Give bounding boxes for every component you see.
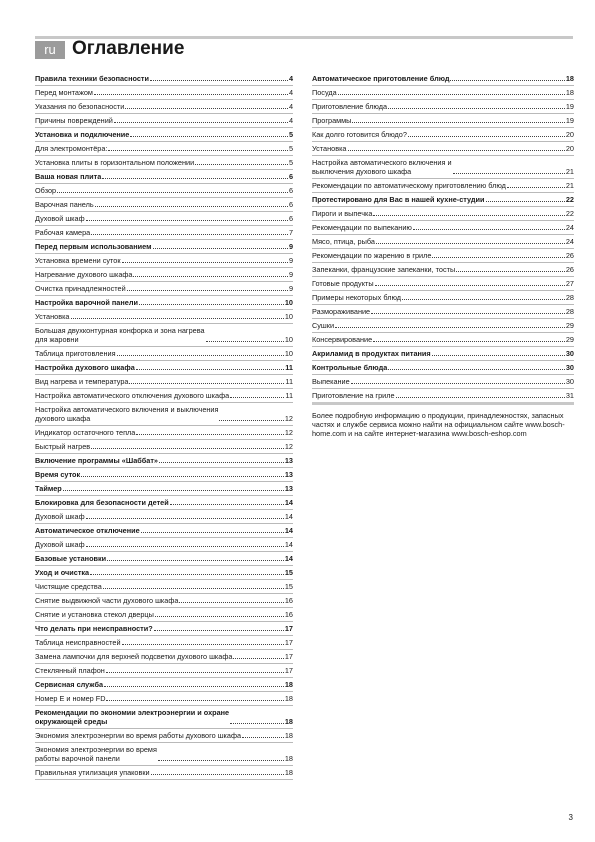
toc-leader-dots	[242, 737, 284, 738]
toc-leader-dots	[338, 94, 565, 95]
toc-leader-dots	[117, 355, 284, 356]
toc-page-number: 6	[288, 200, 293, 209]
toc-leader-dots	[179, 602, 283, 603]
toc-page-number: 5	[288, 130, 293, 139]
toc-leader-dots	[86, 518, 284, 519]
toc-page-number: 5	[288, 158, 293, 167]
toc-entry[interactable]	[35, 86, 293, 100]
toc-entry-title: Перед первым использованием	[35, 242, 152, 251]
toc-entry-title: Автоматическое отключение	[35, 526, 140, 535]
toc-page-number: 4	[288, 116, 293, 125]
toc-leader-dots	[122, 262, 288, 263]
toc-leader-dots	[102, 178, 288, 179]
toc-page-number: 13	[284, 470, 293, 479]
toc-page-number: 30	[565, 377, 574, 386]
toc-entry[interactable]	[312, 319, 574, 333]
toc-page-number: 12	[284, 442, 293, 451]
toc-entry-title: Запеканки, французские запеканки, тосты	[312, 265, 456, 274]
toc-entry-title: Мясо, птица, рыба	[312, 237, 375, 246]
toc-entry[interactable]	[312, 249, 574, 263]
toc-leader-dots	[155, 616, 284, 617]
toc-leader-dots	[57, 192, 288, 193]
toc-entry[interactable]	[35, 729, 293, 743]
toc-entry[interactable]	[312, 263, 574, 277]
toc-page-number: 15	[284, 582, 293, 591]
toc-entry-title: Примеры некоторых блюд	[312, 293, 402, 302]
toc-page-number: 10	[284, 349, 293, 358]
toc-entry-title: Духовой шкаф	[35, 512, 85, 521]
toc-page-number: 27	[565, 279, 574, 288]
toc-leader-dots	[153, 248, 288, 249]
toc-leader-dots	[90, 574, 284, 575]
toc-section-entry[interactable]	[35, 496, 293, 510]
toc-entry-title: Установка плиты в горизонтальном положении	[35, 158, 195, 167]
toc-leader-dots	[104, 686, 284, 687]
toc-leader-dots	[114, 122, 288, 123]
toc-entry[interactable]	[35, 212, 293, 226]
toc-section-entry[interactable]	[35, 706, 293, 729]
toc-page-number: 4	[288, 88, 293, 97]
toc-entry-title: Экономия электроэнергии во время работы духового шкафа	[35, 731, 242, 740]
toc-page-number: 17	[284, 624, 293, 633]
toc-leader-dots	[139, 304, 284, 305]
toc-entry[interactable]	[312, 389, 574, 403]
toc-page-number: 14	[284, 540, 293, 549]
toc-page-number: 10	[284, 298, 293, 307]
toc-page-number: 13	[284, 484, 293, 493]
toc-section-entry[interactable]	[35, 361, 293, 375]
toc-page-number: 30	[565, 363, 574, 372]
toc-leader-dots	[396, 397, 565, 398]
toc-leader-dots	[95, 206, 288, 207]
language-badge: ru	[35, 41, 65, 59]
toc-page-number: 11	[285, 363, 293, 372]
toc-leader-dots	[150, 80, 288, 81]
toc-entry[interactable]	[35, 440, 293, 454]
toc-entry[interactable]	[35, 636, 293, 650]
toc-leader-dots	[432, 257, 564, 258]
toc-page-number: 19	[565, 116, 574, 125]
toc-page-number: 18	[284, 731, 293, 740]
toc-entry[interactable]	[35, 282, 293, 296]
toc-leader-dots	[195, 164, 288, 165]
toc-entry-title: Рекомендации по выпеканию	[312, 223, 412, 232]
toc-leader-dots	[388, 108, 565, 109]
toc-entry-title: Пироги и выпечка	[312, 209, 373, 218]
toc-entry[interactable]	[35, 142, 293, 156]
toc-entry-title: Приготовление на гриле	[312, 391, 395, 400]
toc-entry-title: Варочная панель	[35, 200, 94, 209]
toc-page-number: 28	[565, 307, 574, 316]
toc-page-number: 26	[565, 251, 574, 260]
toc-entry-title: Выпекание	[312, 377, 350, 386]
toc-entry-title: Размораживание	[312, 307, 371, 316]
toc-page-number: 9	[288, 270, 293, 279]
toc-entry-title: Посуда	[312, 88, 337, 97]
toc-entry-title: Таймер	[35, 484, 62, 493]
toc-section-entry[interactable]	[35, 678, 293, 692]
toc-leader-dots	[106, 672, 284, 673]
toc-section-entry[interactable]	[35, 622, 293, 636]
toc-entry[interactable]	[312, 333, 574, 347]
toc-page-number: 9	[288, 256, 293, 265]
toc-page-number: 17	[284, 652, 293, 661]
toc-entry-title: Для электромонтёра:	[35, 144, 108, 153]
toc-page-number: 18	[284, 768, 293, 777]
toc-entry[interactable]	[312, 375, 574, 389]
toc-leader-dots	[388, 369, 565, 370]
toc-entry-title: Очистка принадлежностей	[35, 284, 126, 293]
toc-entry-title: Приготовление блюда	[312, 102, 388, 111]
toc-entry[interactable]	[35, 664, 293, 678]
toc-entry-title: Рекомендации по жарению в гриле	[312, 251, 432, 260]
toc-right-column	[312, 72, 574, 403]
toc-leader-dots	[158, 760, 284, 761]
toc-leader-dots	[351, 383, 565, 384]
toc-leader-dots	[233, 658, 283, 659]
toc-entry-title: Чистящие средства	[35, 582, 102, 591]
toc-entry[interactable]	[35, 426, 293, 440]
toc-page-number: 9	[288, 284, 293, 293]
toc-page-number: 21	[565, 181, 574, 190]
toc-entry-title: Настройка варочной панели	[35, 298, 138, 307]
toc-entry-title: Как долго готовится блюдо?	[312, 130, 407, 139]
toc-leader-dots	[507, 187, 565, 188]
toc-leader-dots	[86, 220, 288, 221]
toc-page-number: 30	[565, 349, 574, 358]
toc-entry[interactable]	[35, 254, 293, 268]
toc-leader-dots	[371, 313, 565, 314]
toc-entry[interactable]	[35, 310, 293, 324]
toc-left-column	[35, 72, 293, 780]
toc-entry[interactable]	[35, 743, 293, 766]
toc-page-number: 13	[284, 456, 293, 465]
toc-page-number: 10	[284, 335, 293, 344]
toc-entry-title: Номер E и номер FD	[35, 694, 106, 703]
toc-entry-title: Сервисная служба	[35, 680, 104, 689]
toc-leader-dots	[141, 532, 284, 533]
toc-leader-dots	[159, 462, 284, 463]
toc-page-number: 14	[284, 498, 293, 507]
toc-entry-title: Установка времени суток	[35, 256, 121, 265]
toc-entry-title: Ваша новая плита	[35, 172, 102, 181]
info-note	[312, 402, 574, 438]
toc-leader-dots	[170, 504, 284, 505]
toc-entry-title: Духовой шкаф	[35, 214, 85, 223]
toc-page-number: 11	[285, 391, 293, 400]
toc-section-entry[interactable]	[35, 566, 293, 580]
toc-entry[interactable]	[35, 580, 293, 594]
toc-page-number: 17	[284, 638, 293, 647]
toc-entry-title: Включение программы «Шаббат»	[35, 456, 158, 465]
toc-page-number: 22	[565, 209, 574, 218]
toc-entry[interactable]	[35, 403, 293, 426]
toc-leader-dots	[133, 276, 287, 277]
toc-page-number: 5	[288, 144, 293, 153]
toc-entry[interactable]	[35, 692, 293, 706]
toc-entry[interactable]	[35, 100, 293, 114]
toc-page-number: 28	[565, 293, 574, 302]
toc-entry-title: Снятие и установка стекол дверцы	[35, 610, 154, 619]
toc-entry[interactable]	[35, 389, 293, 403]
toc-leader-dots	[94, 94, 288, 95]
toc-entry-title: Готовые продукты	[312, 279, 374, 288]
toc-entry[interactable]	[35, 766, 293, 780]
toc-entry[interactable]	[35, 184, 293, 198]
toc-entry-title: Консервирование	[312, 335, 373, 344]
toc-entry[interactable]	[35, 156, 293, 170]
toc-entry-title: Настройка духового шкафа	[35, 363, 135, 372]
toc-entry-title: Указания по безопасности	[35, 102, 125, 111]
toc-page-number: 31	[565, 391, 574, 400]
toc-entry-title: Обзор	[35, 186, 57, 195]
toc-section-entry[interactable]	[35, 296, 293, 310]
toc-entry[interactable]	[312, 156, 574, 179]
toc-leader-dots	[432, 355, 565, 356]
toc-page-number: 4	[288, 74, 293, 83]
toc-page-number: 14	[284, 526, 293, 535]
toc-page-number: 20	[565, 144, 574, 153]
toc-section-entry[interactable]	[35, 128, 293, 142]
toc-page-number: 4	[288, 102, 293, 111]
toc-page-number: 16	[284, 596, 293, 605]
toc-leader-dots	[450, 80, 564, 81]
toc-page-number: 18	[284, 754, 293, 763]
toc-leader-dots	[402, 299, 565, 300]
toc-leader-dots	[108, 150, 287, 151]
toc-entry[interactable]	[35, 268, 293, 282]
page-title: Оглавление	[72, 38, 185, 59]
toc-entry[interactable]	[312, 235, 574, 249]
toc-entry-title: Блокировка для безопасности детей	[35, 498, 169, 507]
toc-leader-dots	[375, 285, 565, 286]
toc-entry-title: Протестировано для Вас в нашей кухне-студии	[312, 195, 485, 204]
toc-entry-title: Базовые установки	[35, 554, 107, 563]
toc-entry-title: Вид нагрева и температура	[35, 377, 129, 386]
toc-entry[interactable]	[35, 114, 293, 128]
toc-page-number: 18	[284, 680, 293, 689]
toc-entry-title: Нагревание духового шкафа	[35, 270, 133, 279]
toc-leader-dots	[130, 136, 288, 137]
toc-entry-title: Индикатор остаточного тепла	[35, 428, 136, 437]
toc-leader-dots	[151, 774, 284, 775]
toc-leader-dots	[71, 318, 284, 319]
toc-entry[interactable]	[312, 179, 574, 193]
toc-entry[interactable]	[35, 510, 293, 524]
toc-page-number: 7	[288, 228, 293, 237]
toc-page-number: 6	[288, 214, 293, 223]
toc-entry-title: Снятие выдвижной части духового шкафа	[35, 596, 179, 605]
toc-entry-title: Правила техники безопасности	[35, 74, 149, 83]
toc-entry-title: Программы	[312, 116, 352, 125]
toc-entry-title: Стеклянный плафон	[35, 666, 105, 675]
toc-leader-dots	[127, 290, 288, 291]
toc-leader-dots	[206, 341, 284, 342]
toc-entry[interactable]	[312, 305, 574, 319]
toc-entry[interactable]	[312, 277, 574, 291]
toc-entry[interactable]	[35, 594, 293, 608]
toc-page-number: 17	[284, 666, 293, 675]
toc-leader-dots	[373, 341, 565, 342]
toc-entry-title: Настройка автоматического включения и выключения духового шкафа	[35, 405, 219, 423]
toc-entry[interactable]	[312, 207, 574, 221]
toc-entry-title: Быстрый нагрев	[35, 442, 91, 451]
toc-page-number: 12	[284, 428, 293, 437]
toc-section-entry[interactable]	[35, 552, 293, 566]
toc-page-number: 12	[284, 414, 293, 423]
toc-entry[interactable]	[35, 198, 293, 212]
toc-leader-dots	[81, 476, 284, 477]
toc-page-number: 14	[284, 512, 293, 521]
toc-leader-dots	[335, 327, 565, 328]
toc-entry-title: Установка	[35, 312, 70, 321]
toc-leader-dots	[107, 560, 284, 561]
toc-page-number: 18	[565, 88, 574, 97]
toc-page-number: 11	[285, 377, 293, 386]
toc-entry-title: Настройка автоматического включения и выключения духового шкафа	[312, 158, 452, 176]
toc-entry[interactable]	[312, 291, 574, 305]
toc-entry[interactable]	[312, 221, 574, 235]
toc-entry[interactable]	[312, 114, 574, 128]
toc-section-entry[interactable]	[312, 347, 574, 361]
toc-leader-dots	[63, 490, 284, 491]
toc-leader-dots	[91, 234, 288, 235]
toc-section-entry[interactable]	[312, 193, 574, 207]
toc-leader-dots	[413, 229, 565, 230]
toc-entry-title: Время суток	[35, 470, 81, 479]
toc-entry-title: Акриламид в продуктах питания	[312, 349, 431, 358]
toc-page-number: 29	[565, 321, 574, 330]
toc-section-entry[interactable]	[35, 468, 293, 482]
toc-entry[interactable]	[35, 650, 293, 664]
toc-leader-dots	[486, 201, 565, 202]
toc-entry-title: Рабочая камера	[35, 228, 91, 237]
toc-entry-title: Экономия электроэнергии во время работы варочной панели	[35, 745, 157, 763]
toc-page-number: 9	[288, 242, 293, 251]
toc-entry-title: Таблица неисправностей	[35, 638, 121, 647]
toc-leader-dots	[408, 136, 565, 137]
toc-entry[interactable]	[35, 226, 293, 240]
toc-entry-title: Уход и очистка	[35, 568, 90, 577]
toc-entry-title: Правильная утилизация упаковки	[35, 768, 150, 777]
toc-page-number: 19	[565, 102, 574, 111]
info-note-text: Более подробную информацию о продукции, принадлежностях, запасных частях и службе сервиса можно найти на официальном сайте www.bosch-home.com и на сайте интернет-магазина www.bosch-eshop.com	[312, 411, 565, 438]
toc-entry-title: Сушки	[312, 321, 335, 330]
toc-entry-title: Рекомендации по экономии электроэнергии и охране окружающей среды	[35, 708, 230, 726]
toc-leader-dots	[219, 420, 283, 421]
toc-entry-title: Настройка автоматического отключения духового шкафа	[35, 391, 230, 400]
toc-entry[interactable]	[312, 100, 574, 114]
toc-section-entry[interactable]	[35, 72, 293, 86]
toc-entry-title: Духовой шкаф	[35, 540, 85, 549]
toc-leader-dots	[91, 448, 284, 449]
toc-leader-dots	[373, 215, 564, 216]
toc-leader-dots	[129, 383, 284, 384]
toc-page-number: 15	[284, 568, 293, 577]
toc-page-number: 20	[565, 130, 574, 139]
toc-entry[interactable]	[312, 142, 574, 156]
toc-entry-title: Автоматическое приготовление блюд	[312, 74, 450, 83]
toc-leader-dots	[125, 108, 288, 109]
toc-entry-title: Большая двухконтурная конфорка и зона нагрева для жаровни	[35, 326, 205, 344]
toc-leader-dots	[352, 122, 564, 123]
toc-leader-dots	[136, 369, 284, 370]
toc-page-number: 26	[565, 265, 574, 274]
toc-leader-dots	[230, 397, 284, 398]
toc-page-number: 18	[565, 74, 574, 83]
toc-leader-dots	[230, 723, 284, 724]
toc-entry-title: Таблица приготовления	[35, 349, 116, 358]
toc-page-number: 24	[565, 237, 574, 246]
toc-entry-title: Что делать при неисправности?	[35, 624, 153, 633]
toc-section-entry[interactable]	[312, 72, 574, 86]
toc-entry[interactable]	[35, 538, 293, 552]
toc-leader-dots	[103, 588, 284, 589]
toc-page-number: 21	[565, 167, 574, 176]
toc-entry[interactable]	[312, 128, 574, 142]
toc-page-number: 10	[284, 312, 293, 321]
toc-leader-dots	[348, 150, 565, 151]
toc-section-entry[interactable]	[35, 170, 293, 184]
toc-entry[interactable]	[35, 608, 293, 622]
toc-section-entry[interactable]	[35, 524, 293, 538]
toc-section-entry[interactable]	[312, 361, 574, 375]
toc-entry-title: Контрольные блюда	[312, 363, 388, 372]
toc-page-number: 29	[565, 335, 574, 344]
toc-page-number: 18	[284, 717, 293, 726]
toc-section-entry[interactable]	[35, 240, 293, 254]
toc-entry-title: Рекомендации по автоматическому приготовлению блюд	[312, 181, 506, 190]
toc-entry-title: Замена лампочки для верхней подсветки духового шкафа	[35, 652, 233, 661]
toc-entry-title: Причины повреждений	[35, 116, 113, 125]
toc-leader-dots	[106, 700, 283, 701]
toc-page-number: 14	[284, 554, 293, 563]
toc-entry[interactable]	[35, 324, 293, 347]
toc-page-number: 6	[288, 172, 293, 181]
toc-leader-dots	[376, 243, 565, 244]
toc-page-number: 18	[284, 694, 293, 703]
toc-entry-title: Установка и подключение	[35, 130, 130, 139]
toc-section-entry[interactable]	[35, 482, 293, 496]
toc-entry-title: Установка	[312, 144, 347, 153]
toc-page-number: 24	[565, 223, 574, 232]
toc-leader-dots	[86, 546, 284, 547]
toc-leader-dots	[122, 644, 284, 645]
page-number: 3	[568, 813, 573, 822]
toc-page-number: 6	[288, 186, 293, 195]
toc-page-number: 16	[284, 610, 293, 619]
toc-page-number: 22	[565, 195, 574, 204]
toc-leader-dots	[453, 173, 565, 174]
toc-leader-dots	[136, 434, 284, 435]
toc-leader-dots	[456, 271, 565, 272]
toc-leader-dots	[154, 630, 284, 631]
toc-entry-title: Перед монтажом	[35, 88, 93, 97]
toc-entry[interactable]	[312, 86, 574, 100]
toc-entry[interactable]	[35, 347, 293, 361]
toc-entry[interactable]	[35, 375, 293, 389]
toc-section-entry[interactable]	[35, 454, 293, 468]
